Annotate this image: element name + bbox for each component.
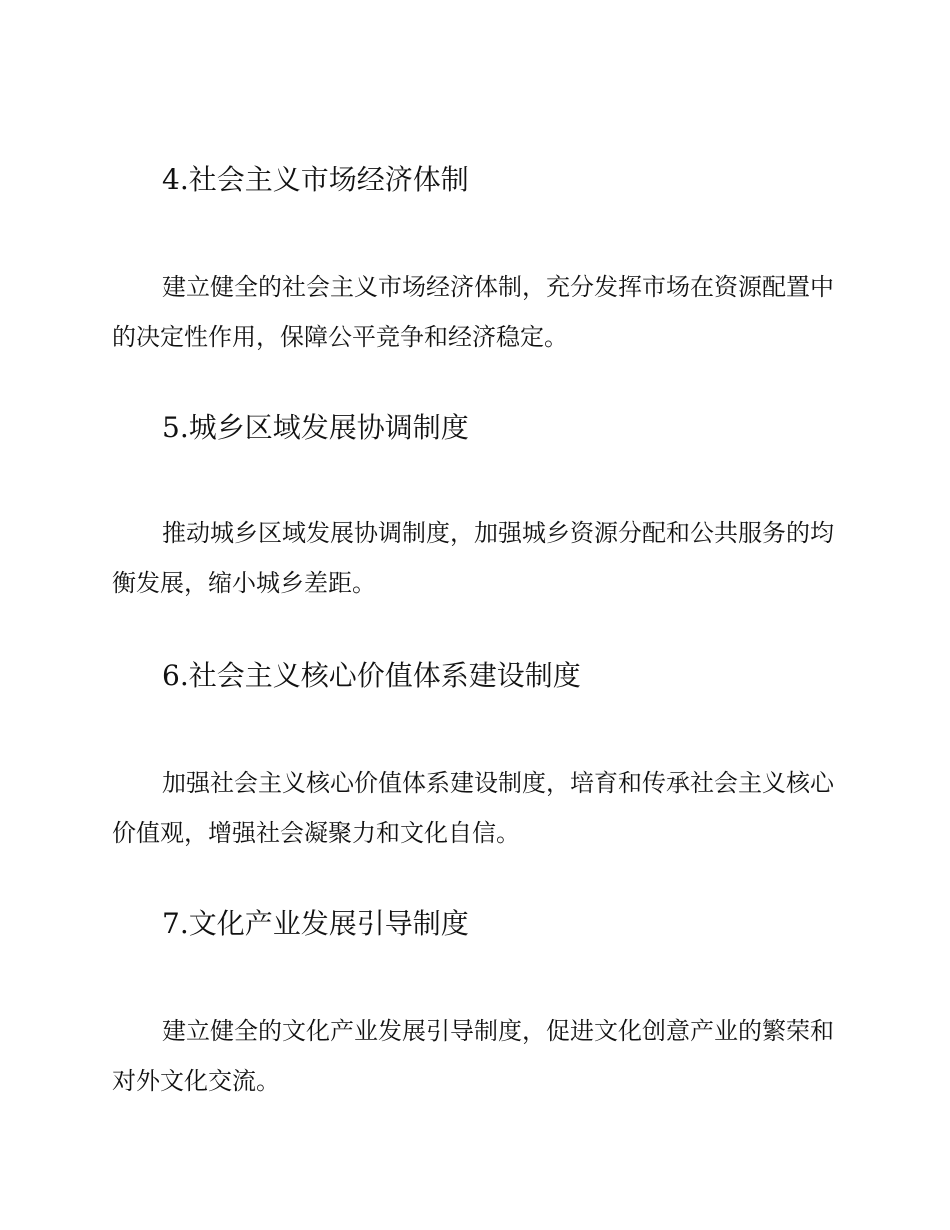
section-heading-6: 6.社会主义核心价值体系建设制度 [162, 659, 581, 692]
section-heading-7: 7.文化产业发展引导制度 [162, 907, 469, 940]
section-paragraph-6: 加强社会主义核心价值体系建设制度，培育和传承社会主义核心价值观，增强社会凝聚力和文化自信。 [112, 769, 834, 847]
section-heading-4: 4.社会主义市场经济体制 [162, 163, 469, 196]
section-paragraph-7: 建立健全的文化产业发展引导制度，促进文化创意产业的繁荣和对外文化交流。 [112, 1017, 834, 1095]
section-heading-5: 5.城乡区域发展协调制度 [162, 411, 469, 444]
section-paragraph-5: 推动城乡区域发展协调制度，加强城乡资源分配和公共服务的均衡发展，缩小城乡差距。 [112, 519, 834, 597]
section-paragraph-4: 建立健全的社会主义市场经济体制，充分发挥市场在资源配置中的决定性作用，保障公平竞争和经济稳定。 [112, 273, 834, 351]
